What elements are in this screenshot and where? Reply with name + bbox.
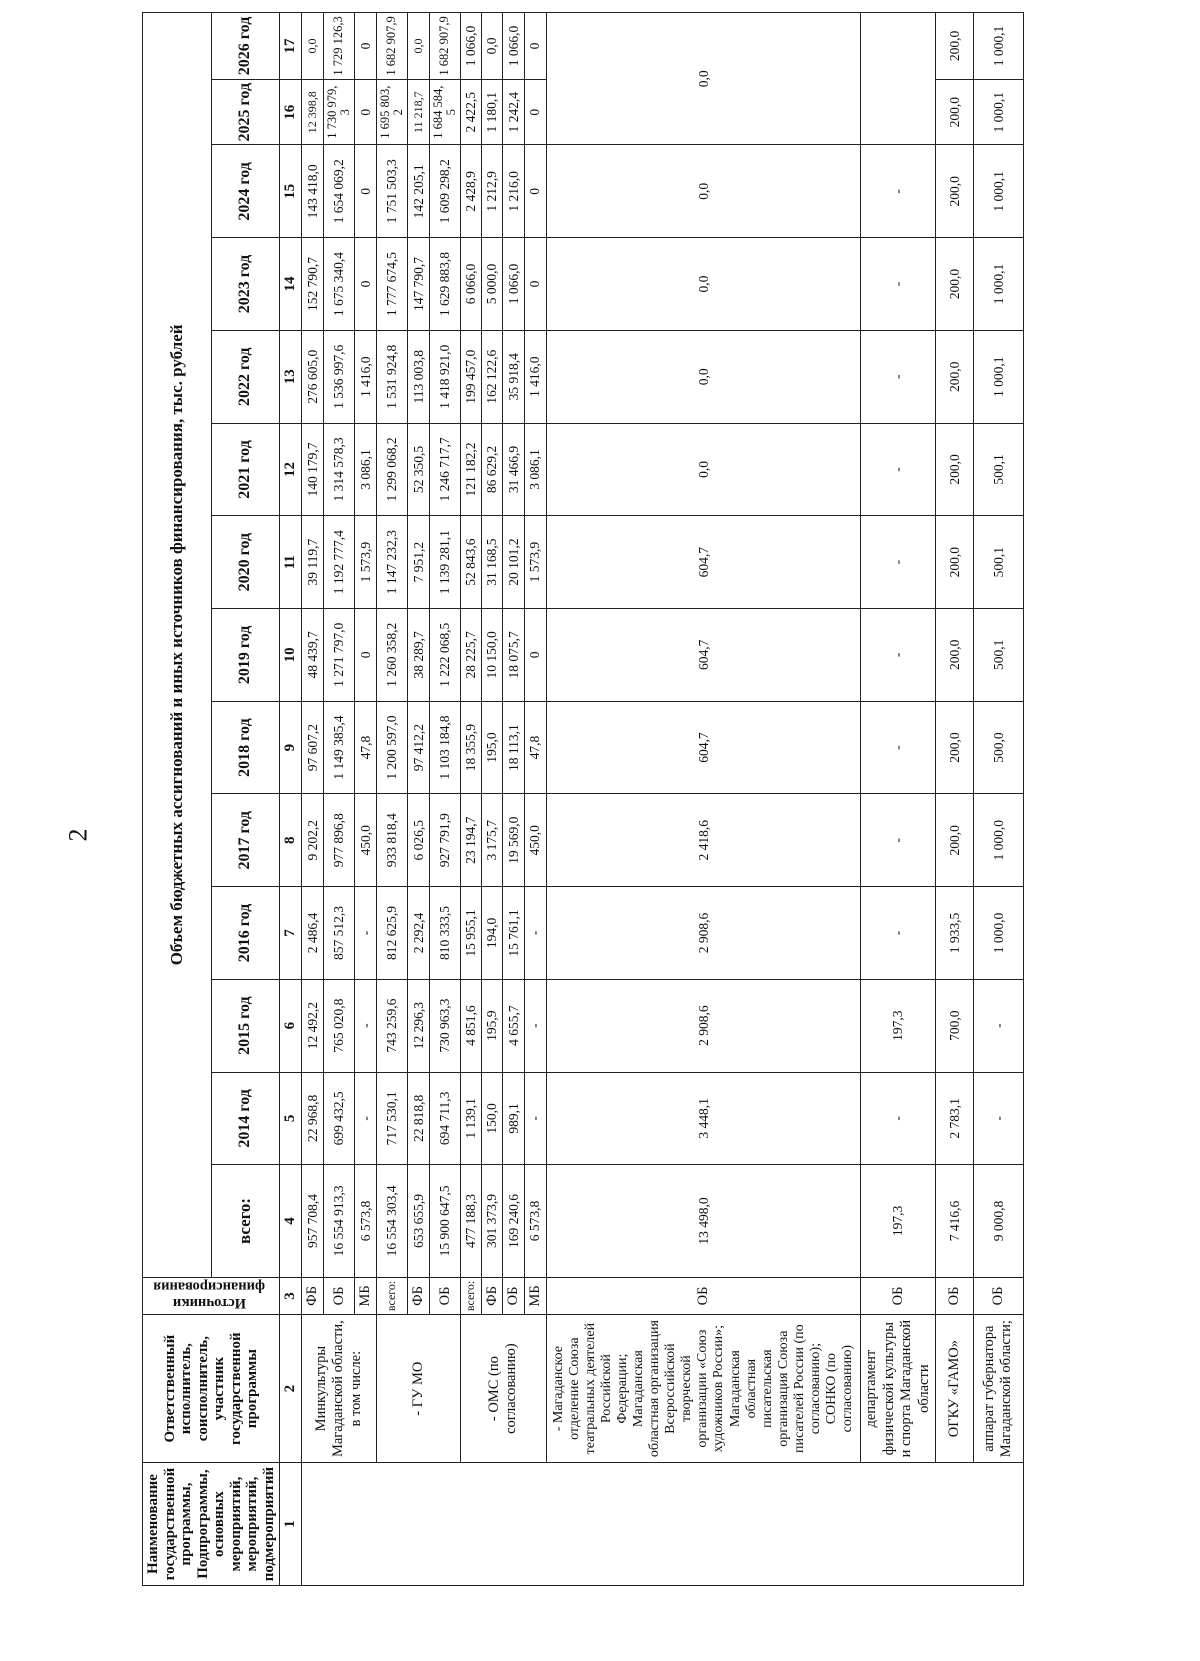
value-cell: - xyxy=(861,330,936,423)
value-cell: 500,1 xyxy=(973,609,1023,702)
value-cell: 162 122,6 xyxy=(481,330,503,423)
value-cell: 1 573,9 xyxy=(355,516,377,609)
value-cell: 169 240,6 xyxy=(503,1165,525,1277)
header-year: 2026 год xyxy=(211,13,280,80)
value-cell: 1 675 340,4 xyxy=(323,238,354,331)
value-cell: 15 900 647,5 xyxy=(429,1165,460,1277)
value-cell: 97 607,2 xyxy=(302,701,324,794)
value-cell: 1 684 584,5 xyxy=(429,79,460,145)
value-cell: 13 498,0 xyxy=(546,1165,861,1277)
value-cell: 0,0 xyxy=(546,13,861,145)
value-cell: 3 086,1 xyxy=(355,423,377,516)
header-year: 2017 год xyxy=(211,794,280,887)
value-cell: 1 000,1 xyxy=(973,13,1023,80)
value-cell: 0,0 xyxy=(481,13,503,80)
value-cell: 450,0 xyxy=(524,794,546,887)
column-number: 12 xyxy=(280,423,302,516)
value-cell: 0,0 xyxy=(546,145,861,238)
value-cell: 16 554 913,3 xyxy=(323,1165,354,1277)
value-cell: 31 168,5 xyxy=(481,516,503,609)
value-cell: 199 457,0 xyxy=(461,330,482,423)
source-cell: ОБ xyxy=(973,1277,1023,1314)
value-cell: 52 843,6 xyxy=(461,516,482,609)
header-year: 2015 год xyxy=(211,979,280,1072)
value-cell: - xyxy=(861,794,936,887)
value-cell: 3 448,1 xyxy=(546,1072,861,1165)
budget-table xyxy=(142,12,1024,1586)
value-cell: 765 020,8 xyxy=(323,979,354,1072)
value-cell: 12 398,8 xyxy=(302,79,324,145)
source-cell: ОБ xyxy=(546,1277,861,1314)
source-cell: ФБ xyxy=(302,1277,324,1314)
value-cell: 0 xyxy=(524,79,546,145)
value-cell: 195,0 xyxy=(481,701,503,794)
value-cell: 604,7 xyxy=(546,516,861,609)
header-year: 2025 год xyxy=(211,79,280,145)
value-cell: 1 212,9 xyxy=(481,145,503,238)
value-cell: 2 908,6 xyxy=(546,979,861,1072)
executor-cell: департамент физической культуры и спорта Магаданской области xyxy=(861,1315,936,1463)
value-cell: 1 066,0 xyxy=(503,238,525,331)
column-number: 8 xyxy=(280,794,302,887)
executor-line: Магаданская областная организация Всероссийской творческой организации «Союз художников России»; xyxy=(631,1320,727,1458)
column-number: 3 xyxy=(280,1277,302,1314)
value-cell: 97 412,2 xyxy=(408,701,430,794)
value-cell: 1 260 358,2 xyxy=(376,609,407,702)
value-cell: 200,0 xyxy=(935,516,973,609)
value-cell: 200,0 xyxy=(935,238,973,331)
value-cell: 1 536 997,6 xyxy=(323,330,354,423)
value-cell: 1 103 184,8 xyxy=(429,701,460,794)
value-cell: 3 086,1 xyxy=(524,423,546,516)
value-cell: 200,0 xyxy=(935,423,973,516)
column-number: 10 xyxy=(280,609,302,702)
value-cell: 0 xyxy=(355,79,377,145)
value-cell: 500,1 xyxy=(973,423,1023,516)
column-number: 16 xyxy=(280,79,302,145)
value-cell: 1 246 717,7 xyxy=(429,423,460,516)
value-cell: 1 299 068,2 xyxy=(376,423,407,516)
value-cell: 2 486,4 xyxy=(302,887,324,980)
column-number: 7 xyxy=(280,887,302,980)
value-cell: 1 730 979,3 xyxy=(323,79,354,145)
value-cell: 1 242,4 xyxy=(503,79,525,145)
value-cell: 142 205,1 xyxy=(408,145,430,238)
value-cell: 450,0 xyxy=(355,794,377,887)
value-cell: 933 818,4 xyxy=(376,794,407,887)
value-cell xyxy=(861,13,936,145)
column-number: 14 xyxy=(280,238,302,331)
value-cell: 48 439,7 xyxy=(302,609,324,702)
value-cell: 1 000,0 xyxy=(973,887,1023,980)
header-year: 2024 год xyxy=(211,145,280,238)
source-cell: МБ xyxy=(524,1277,546,1314)
value-cell: 957 708,4 xyxy=(302,1165,324,1277)
header-source: Источники финансирования xyxy=(143,1277,280,1314)
executor-cell: ОГКУ «ГАМО» xyxy=(935,1315,973,1463)
value-cell: - xyxy=(861,887,936,980)
executor-cell: - ГУ МО xyxy=(376,1315,460,1463)
value-cell: 0,0 xyxy=(546,330,861,423)
table-row xyxy=(546,13,861,1586)
value-cell: 1 573,9 xyxy=(524,516,546,609)
source-cell: ФБ xyxy=(481,1277,503,1314)
value-cell: 1 609 298,2 xyxy=(429,145,460,238)
value-cell: 604,7 xyxy=(546,609,861,702)
column-number: 5 xyxy=(280,1072,302,1165)
source-cell: ФБ xyxy=(408,1277,430,1314)
value-cell: 1 751 503,3 xyxy=(376,145,407,238)
header-year: 2022 год xyxy=(211,330,280,423)
value-cell: 0,0 xyxy=(546,238,861,331)
value-cell: 52 350,5 xyxy=(408,423,430,516)
value-cell: 1 066,0 xyxy=(503,13,525,80)
value-cell: 39 119,7 xyxy=(302,516,324,609)
value-cell: 1 271 797,0 xyxy=(323,609,354,702)
value-cell: 9 202,2 xyxy=(302,794,324,887)
value-cell: 500,0 xyxy=(973,701,1023,794)
column-number: 15 xyxy=(280,145,302,238)
value-cell: 0 xyxy=(524,13,546,80)
column-number-row xyxy=(280,13,302,1586)
source-cell: ОБ xyxy=(861,1277,936,1314)
value-cell: 12 296,3 xyxy=(408,979,430,1072)
executor-cell: Минкультуры Магаданской области, в том числе: xyxy=(302,1315,377,1463)
source-cell: всего: xyxy=(376,1277,407,1314)
value-cell: 18 075,7 xyxy=(503,609,525,702)
value-cell: 927 791,9 xyxy=(429,794,460,887)
value-cell: 18 113,1 xyxy=(503,701,525,794)
value-cell: 47,8 xyxy=(355,701,377,794)
value-cell: 1 139 281,1 xyxy=(429,516,460,609)
value-cell: 730 963,3 xyxy=(429,979,460,1072)
source-cell: МБ xyxy=(355,1277,377,1314)
executor-line: СОНКО (по согласованию) xyxy=(824,1344,856,1433)
value-cell: 4 655,7 xyxy=(503,979,525,1072)
value-cell: 717 530,1 xyxy=(376,1072,407,1165)
value-cell: 1 139,1 xyxy=(461,1072,482,1165)
value-cell: 19 569,0 xyxy=(503,794,525,887)
value-cell: 18 355,9 xyxy=(461,701,482,794)
column-number: 9 xyxy=(280,701,302,794)
value-cell: 1 147 232,3 xyxy=(376,516,407,609)
value-cell: - xyxy=(355,1072,377,1165)
value-cell: 0 xyxy=(355,145,377,238)
header-year: 2023 год xyxy=(211,238,280,331)
value-cell: 653 655,9 xyxy=(408,1165,430,1277)
value-cell: 140 179,7 xyxy=(302,423,324,516)
value-cell: 812 625,9 xyxy=(376,887,407,980)
value-cell: 0 xyxy=(524,238,546,331)
value-cell: 15 955,1 xyxy=(461,887,482,980)
value-cell: 1 418 921,0 xyxy=(429,330,460,423)
value-cell: 1 777 674,5 xyxy=(376,238,407,331)
value-cell: 1 149 385,4 xyxy=(323,701,354,794)
column-number: 17 xyxy=(280,13,302,80)
value-cell: 1 729 126,3 xyxy=(323,13,354,80)
table-row xyxy=(376,13,407,1586)
executor-cell: - ОМС (по согласованию) xyxy=(461,1315,547,1463)
value-cell: 28 225,7 xyxy=(461,609,482,702)
column-number: 11 xyxy=(280,516,302,609)
value-cell: 5 000,0 xyxy=(481,238,503,331)
value-cell: - xyxy=(861,238,936,331)
value-cell: 1 933,5 xyxy=(935,887,973,980)
executor-line: Магаданская областная писательская организация Союза писателей России (по согласованию); xyxy=(727,1324,824,1453)
value-cell: 1 216,0 xyxy=(503,145,525,238)
source-cell: ОБ xyxy=(503,1277,525,1314)
column-number: 2 xyxy=(280,1315,302,1463)
value-cell: 113 003,8 xyxy=(408,330,430,423)
column-number: 4 xyxy=(280,1165,302,1277)
source-cell: ОБ xyxy=(323,1277,354,1314)
executor-line: - Магаданское отделение Союза театральных деятелей Российской Федерации; xyxy=(550,1322,630,1455)
value-cell: 1 314 578,3 xyxy=(323,423,354,516)
value-cell: - xyxy=(973,979,1023,1072)
value-cell: 9 000,8 xyxy=(973,1165,1023,1277)
value-cell: 1 416,0 xyxy=(524,330,546,423)
value-cell: 6 026,5 xyxy=(408,794,430,887)
value-cell: 2 908,6 xyxy=(546,887,861,980)
value-cell: 1 000,0 xyxy=(973,794,1023,887)
value-cell: 2 292,4 xyxy=(408,887,430,980)
value-cell: 1 629 883,8 xyxy=(429,238,460,331)
value-cell: 35 918,4 xyxy=(503,330,525,423)
value-cell: - xyxy=(861,516,936,609)
value-cell: 477 188,3 xyxy=(461,1165,482,1277)
value-cell: 47,8 xyxy=(524,701,546,794)
value-cell: 7 951,2 xyxy=(408,516,430,609)
executor-cell xyxy=(546,1315,861,1463)
value-cell: - xyxy=(861,145,936,238)
value-cell: 22 818,8 xyxy=(408,1072,430,1165)
name-cell xyxy=(302,1463,1024,1586)
column-number: 1 xyxy=(280,1463,302,1586)
value-cell: 0 xyxy=(355,238,377,331)
value-cell: 977 896,8 xyxy=(323,794,354,887)
value-cell: 1 200 597,0 xyxy=(376,701,407,794)
value-cell: - xyxy=(524,979,546,1072)
value-cell: 197,3 xyxy=(861,979,936,1072)
value-cell: 276 605,0 xyxy=(302,330,324,423)
value-cell: 1 654 069,2 xyxy=(323,145,354,238)
value-cell: 2 418,6 xyxy=(546,794,861,887)
value-cell: 23 194,7 xyxy=(461,794,482,887)
value-cell: - xyxy=(861,609,936,702)
value-cell: 20 101,2 xyxy=(503,516,525,609)
value-cell: 1 682 907,9 xyxy=(429,13,460,80)
value-cell: 1 000,1 xyxy=(973,145,1023,238)
value-cell: 200,0 xyxy=(935,794,973,887)
value-cell: 1 066,0 xyxy=(461,13,482,80)
value-cell: 1 695 803,2 xyxy=(376,79,407,145)
value-cell: - xyxy=(861,423,936,516)
value-cell: 0 xyxy=(355,609,377,702)
value-cell: 200,0 xyxy=(935,13,973,80)
value-cell: - xyxy=(973,1072,1023,1165)
value-cell: 0 xyxy=(355,13,377,80)
value-cell: 152 790,7 xyxy=(302,238,324,331)
value-cell: 22 968,8 xyxy=(302,1072,324,1165)
source-cell: ОБ xyxy=(935,1277,973,1314)
value-cell: 16 554 303,4 xyxy=(376,1165,407,1277)
table-row xyxy=(973,13,1023,1586)
table-row xyxy=(302,13,324,1586)
value-cell: 38 289,7 xyxy=(408,609,430,702)
value-cell: 810 333,5 xyxy=(429,887,460,980)
value-cell: 147 790,7 xyxy=(408,238,430,331)
value-cell: 857 512,3 xyxy=(323,887,354,980)
value-cell: 1 000,1 xyxy=(973,238,1023,331)
column-number: 13 xyxy=(280,330,302,423)
table-row xyxy=(461,13,482,1586)
value-cell: 200,0 xyxy=(935,145,973,238)
header-responsible: Ответственный исполнитель, соисполнитель, участник государственной программы xyxy=(143,1315,280,1463)
header-year: 2021 год xyxy=(211,423,280,516)
header-year: 2019 год xyxy=(211,609,280,702)
header-volume: Объем бюджетных ассигнований и иных источников финансирования, тыс. рублей xyxy=(143,13,212,1278)
value-cell: 0,0 xyxy=(546,423,861,516)
value-cell: 195,9 xyxy=(481,979,503,1072)
value-cell: 6 573,8 xyxy=(355,1165,377,1277)
value-cell: 197,3 xyxy=(861,1165,936,1277)
value-cell: - xyxy=(861,701,936,794)
header-year: 2014 год xyxy=(211,1072,280,1165)
value-cell: 4 851,6 xyxy=(461,979,482,1072)
value-cell: 1 000,1 xyxy=(973,79,1023,145)
value-cell: 699 432,5 xyxy=(323,1072,354,1165)
value-cell: 12 492,2 xyxy=(302,979,324,1072)
header-year: 2018 год xyxy=(211,701,280,794)
value-cell: - xyxy=(355,979,377,1072)
value-cell: 500,1 xyxy=(973,516,1023,609)
value-cell: 1 222 068,5 xyxy=(429,609,460,702)
value-cell: 743 259,6 xyxy=(376,979,407,1072)
value-cell: 31 466,9 xyxy=(503,423,525,516)
value-cell: 200,0 xyxy=(935,79,973,145)
header-year: 2016 год xyxy=(211,887,280,980)
value-cell: 1 180,1 xyxy=(481,79,503,145)
value-cell: - xyxy=(524,887,546,980)
value-cell: 121 182,2 xyxy=(461,423,482,516)
source-cell: всего: xyxy=(461,1277,482,1314)
value-cell: 2 428,9 xyxy=(461,145,482,238)
value-cell: 7 416,6 xyxy=(935,1165,973,1277)
value-cell: 10 150,0 xyxy=(481,609,503,702)
value-cell: 3 175,7 xyxy=(481,794,503,887)
source-cell: ОБ xyxy=(429,1277,460,1314)
value-cell: - xyxy=(524,1072,546,1165)
header-total: всего: xyxy=(211,1165,280,1277)
value-cell: 301 373,9 xyxy=(481,1165,503,1277)
header-name: Наименование государственной программы, Подпрограммы, основных мероприятий, мероприятий, подмероприятий xyxy=(143,1463,280,1586)
value-cell: 1 682 907,9 xyxy=(376,13,407,80)
value-cell: - xyxy=(861,1072,936,1165)
value-cell: 700,0 xyxy=(935,979,973,1072)
value-cell: 1 000,1 xyxy=(973,330,1023,423)
page-number: 2 xyxy=(63,828,93,842)
value-cell: 200,0 xyxy=(935,609,973,702)
header-year: 2020 год xyxy=(211,516,280,609)
column-number: 6 xyxy=(280,979,302,1072)
value-cell: 0 xyxy=(524,145,546,238)
value-cell: - xyxy=(355,887,377,980)
value-cell: 143 418,0 xyxy=(302,145,324,238)
budget-table-rotated xyxy=(142,12,1090,1586)
executor-cell: аппарат губернатора Магаданской области; xyxy=(973,1315,1023,1463)
value-cell: 194,0 xyxy=(481,887,503,980)
value-cell: 11 218,7 xyxy=(408,79,430,145)
value-cell: 86 629,2 xyxy=(481,423,503,516)
value-cell: 989,1 xyxy=(503,1072,525,1165)
value-cell: 0,0 xyxy=(408,13,430,80)
value-cell: 200,0 xyxy=(935,701,973,794)
value-cell: 150,0 xyxy=(481,1072,503,1165)
value-cell: 1 416,0 xyxy=(355,330,377,423)
value-cell: 0,0 xyxy=(302,13,324,80)
value-cell: 200,0 xyxy=(935,330,973,423)
value-cell: 1 531 924,8 xyxy=(376,330,407,423)
value-cell: 2 422,5 xyxy=(461,79,482,145)
value-cell: 694 711,3 xyxy=(429,1072,460,1165)
value-cell: 0 xyxy=(524,609,546,702)
table-row xyxy=(861,13,936,1586)
value-cell: 6 573,8 xyxy=(524,1165,546,1277)
value-cell: 604,7 xyxy=(546,701,861,794)
value-cell: 15 761,1 xyxy=(503,887,525,980)
value-cell: 6 066,0 xyxy=(461,238,482,331)
value-cell: 2 783,1 xyxy=(935,1072,973,1165)
table-row xyxy=(935,13,973,1586)
value-cell: 1 192 777,4 xyxy=(323,516,354,609)
